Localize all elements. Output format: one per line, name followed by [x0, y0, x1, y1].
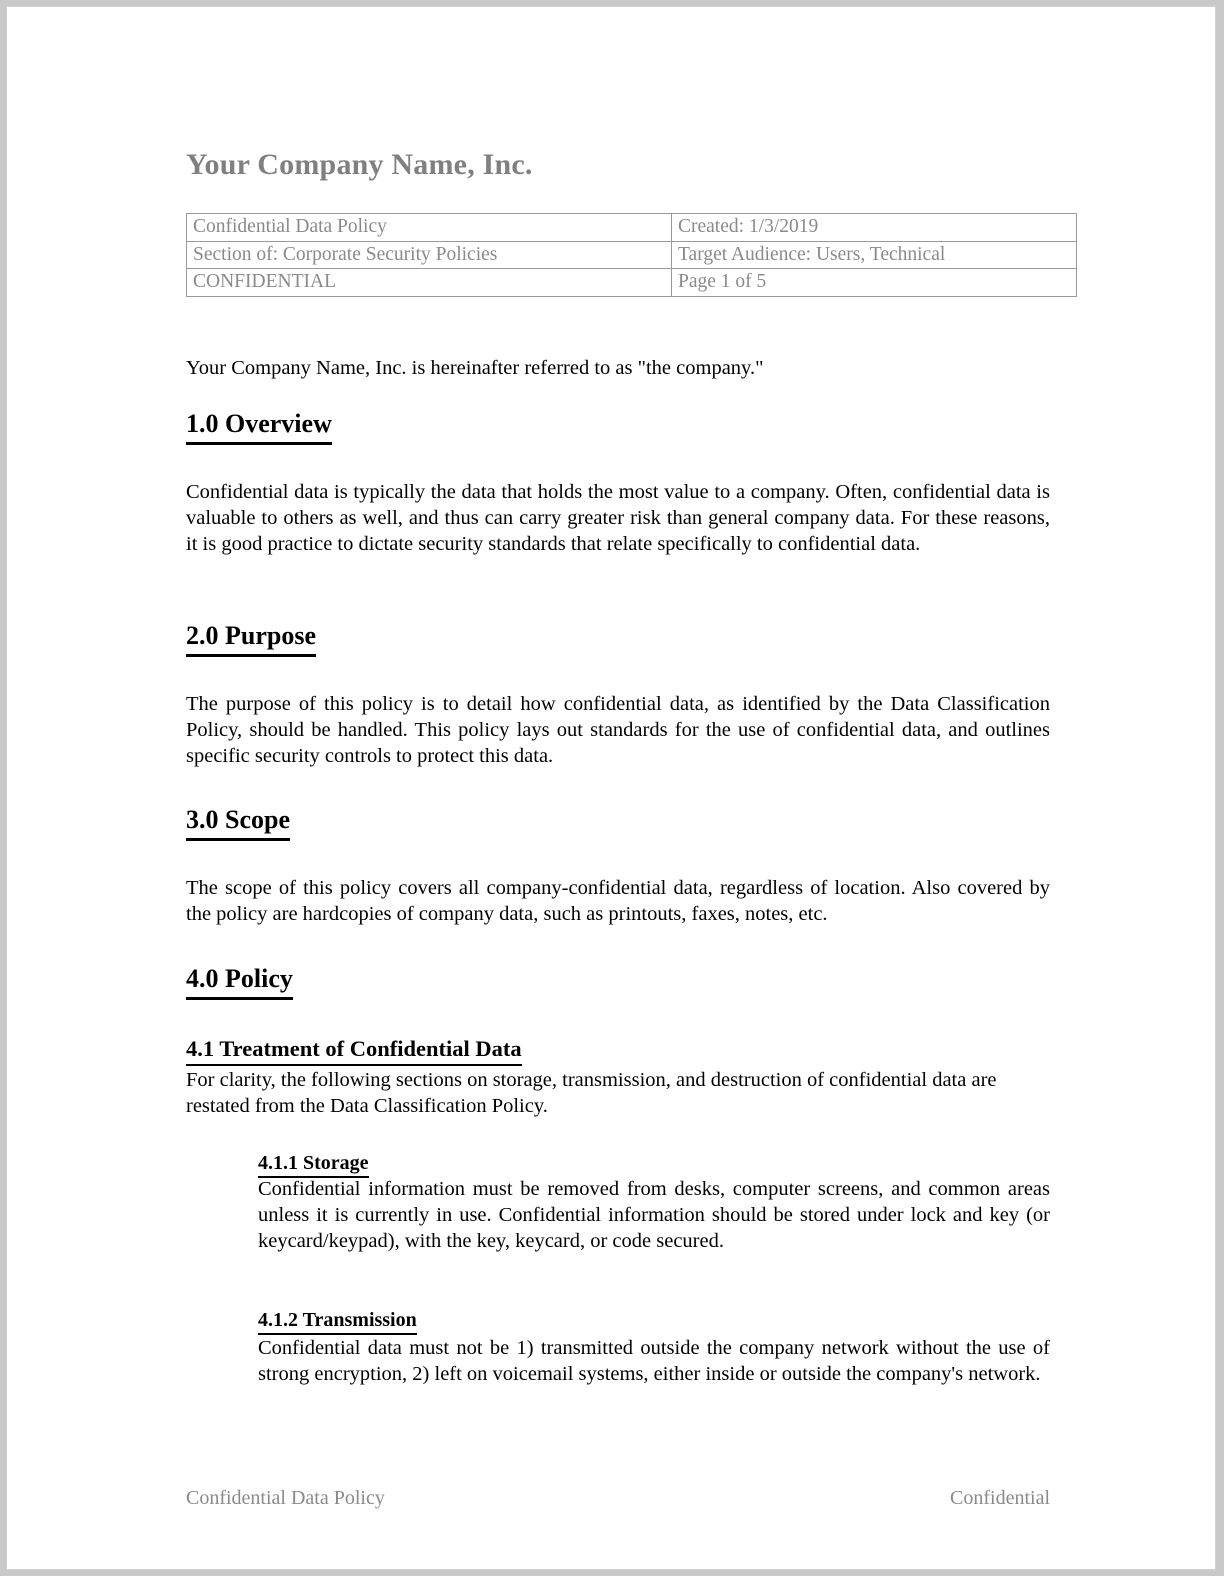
header-cell-section-of: Section of: Corporate Security Policies [187, 241, 672, 269]
footer-left-text: Confidential Data Policy [186, 1487, 385, 1509]
subsection-heading-treatment-of-confidential-data: 4.1 Treatment of Confidential Data [186, 1037, 522, 1066]
document-page [6, 6, 1216, 1570]
section-body-purpose: The purpose of this policy is to detail how confidential data, as identified by the Data Classification Policy, should be handled. This policy lays out standards for the use of confidential data, and outlines specific security controls to protect this data. [186, 693, 1050, 767]
section-heading-policy: 4.0 Policy [186, 965, 293, 1000]
document-header-table [186, 213, 1077, 297]
subsubsection-body-storage: Confidential information must be removed from desks, computer screens, and common areas unless it is currently in use. Confidential information should be stored under lock and key (or keycard/keypad), with the key, keycard, or code secured. [258, 1178, 1050, 1252]
section-heading-purpose: 2.0 Purpose [186, 622, 316, 657]
section-body-overview: Confidential data is typically the data that holds the most value to a company. Often, confidential data is valuable to others as well, and thus can carry greater risk than general company data. For these reasons, it is good practice to dictate security standards that relate specifically to confidential data. [186, 481, 1050, 555]
subsubsection-body-transmission: Confidential data must not be 1) transmitted outside the company network without the use of strong encryption, 2) left on voicemail systems, either inside or outside the company's network. [258, 1337, 1050, 1385]
header-cell-page-number: Page 1 of 5 [672, 269, 1077, 297]
table-row [187, 269, 1077, 297]
intro-paragraph: Your Company Name, Inc. is hereinafter referred to as "the company." [186, 357, 764, 379]
subsection-body-treatment-of-confidential-data: For clarity, the following sections on storage, transmission, and destruction of confidential data are restated from the Data Classification Policy. [186, 1069, 997, 1117]
subsubsection-heading-transmission: 4.1.2 Transmission [258, 1309, 417, 1335]
header-cell-target-audience: Target Audience: Users, Technical [672, 241, 1077, 269]
section-body-scope: The scope of this policy covers all company-confidential data, regardless of location. Also covered by the policy are hardcopies of company data, such as printouts, faxes, notes, etc. [186, 877, 1050, 925]
table-row [187, 241, 1077, 269]
header-cell-classification: CONFIDENTIAL [187, 269, 672, 297]
company-title: Your Company Name, Inc. [186, 148, 533, 181]
table-row [187, 214, 1077, 242]
page-footer [186, 1487, 1050, 1510]
section-heading-scope: 3.0 Scope [186, 806, 290, 841]
section-heading-overview: 1.0 Overview [186, 410, 332, 445]
header-cell-created-date: Created: 1/3/2019 [672, 214, 1077, 242]
footer-right-text: Confidential [950, 1487, 1050, 1509]
header-cell-policy-name: Confidential Data Policy [187, 214, 672, 242]
subsubsection-heading-storage: 4.1.1 Storage [258, 1152, 369, 1178]
